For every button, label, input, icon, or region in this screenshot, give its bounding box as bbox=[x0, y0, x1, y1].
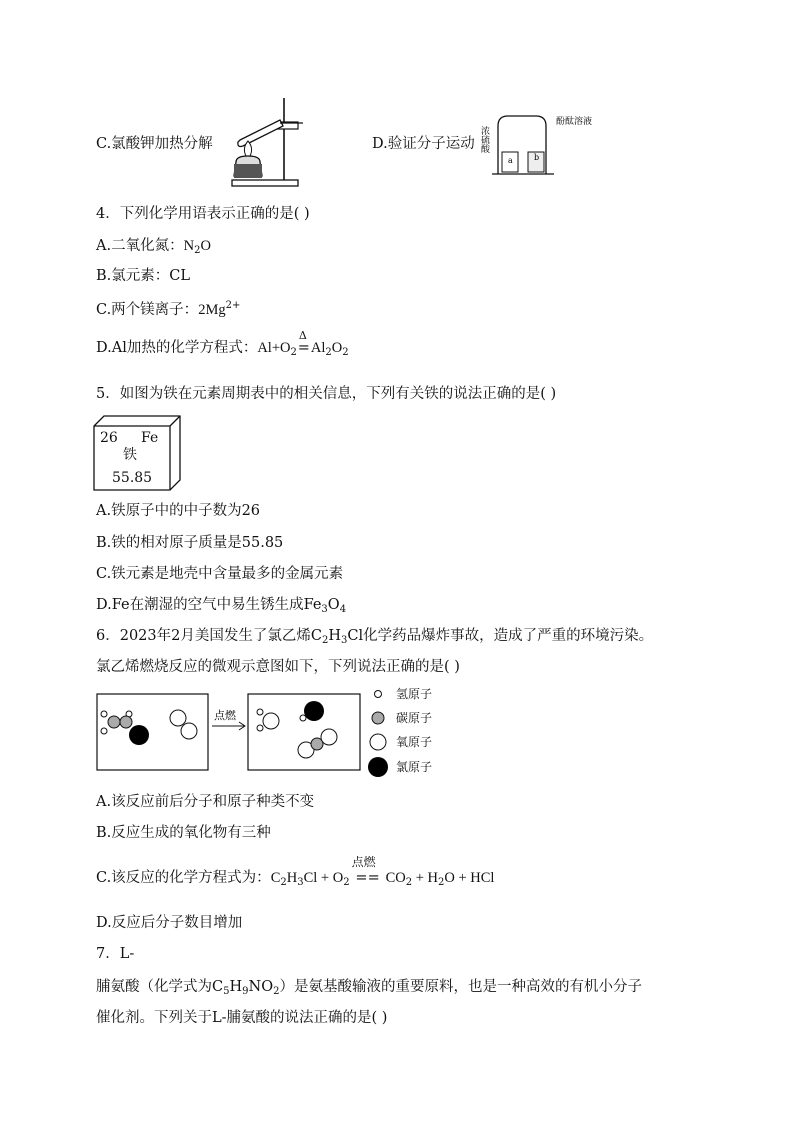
molecule-diffusion-figure bbox=[479, 110, 593, 176]
legend-cl-label: 氯原子 bbox=[396, 760, 433, 774]
q5-option-b: B.铁的相对原子质量是55.85 bbox=[96, 535, 284, 551]
q5-option-a: A.铁原子中的中子数为26 bbox=[96, 503, 261, 519]
atomic-mass: 55.85 bbox=[112, 470, 153, 486]
element-name: 铁 bbox=[123, 447, 137, 463]
q6-option-a: A.该反应前后分子和原子种类不变 bbox=[96, 794, 315, 810]
q6-stem-line2: 氯乙烯燃烧反应的微观示意图如下，下列说法正确的是( ) bbox=[96, 659, 460, 675]
q7-line1: 7．L- bbox=[96, 946, 135, 962]
cl-atom bbox=[129, 725, 149, 745]
ignite-condition: 点燃 bbox=[351, 855, 376, 869]
legend-o-icon bbox=[370, 734, 386, 750]
o-atom bbox=[321, 729, 337, 745]
q7-line2: 脯氨酸（化学式为$C_5H_9NO_2$）是氨基酸输液的重要原料，也是一种高效的有机小分子 bbox=[96, 979, 642, 997]
cl-atom bbox=[304, 701, 324, 721]
q7-line3: 催化剂。下列关于L-脯氨酸的说法正确的是( ) bbox=[96, 1010, 388, 1026]
q5-stem: 5．如图为铁在元素周期表中的相关信息，下列有关铁的说法正确的是( ) bbox=[96, 386, 557, 402]
q6-option-d: D.反应后分子数目增加 bbox=[96, 915, 243, 931]
beaker-a-label: a bbox=[508, 156, 513, 165]
atom-legend bbox=[366, 684, 392, 780]
legend-h-icon bbox=[375, 691, 382, 698]
q6-stem-line1: 6．2023年2月美国发生了氯乙烯$C_2H_3Cl$化学药品爆炸事故，造成了严重的环境污染。 bbox=[96, 628, 654, 646]
test-tube bbox=[238, 120, 283, 147]
reaction-micro-diagram bbox=[96, 686, 362, 774]
legend-h-label: 氢原子 bbox=[396, 687, 433, 701]
heat-condition: Δ bbox=[298, 329, 307, 342]
h-atom bbox=[101, 711, 107, 717]
heating-apparatus-figure bbox=[228, 96, 308, 190]
label-phenolphthalein: 酚酞溶液 bbox=[556, 117, 593, 127]
q4-option-a: A.二氧化氮：$N_2O$ bbox=[96, 238, 211, 256]
q6-option-b: B.反应生成的氧化物有三种 bbox=[96, 825, 271, 841]
stand-base bbox=[232, 180, 298, 186]
o-atom bbox=[170, 710, 186, 726]
q5-option-c: C.铁元素是地壳中含量最多的金属元素 bbox=[96, 566, 344, 582]
legend-c-icon bbox=[372, 712, 384, 724]
q6-option-c: C.该反应的化学方程式为：$C_2H_3Cl + O_2$ 点燃 == $CO_2 + H_2O$ + HCl bbox=[96, 868, 494, 893]
h-atom bbox=[101, 728, 107, 734]
h-atom bbox=[300, 715, 306, 721]
element-symbol: Fe bbox=[141, 430, 159, 446]
q4-stem: 4．下列化学用语表示正确的是( ) bbox=[96, 206, 310, 222]
reaction-arrow-label: 点燃 bbox=[214, 709, 236, 722]
lamp-block bbox=[234, 164, 262, 178]
q4-option-b: B.氯元素：CL bbox=[96, 268, 190, 284]
after-box bbox=[248, 694, 360, 770]
q3-option-c: C.氯酸钾加热分解 bbox=[96, 136, 213, 152]
legend-cl-icon bbox=[368, 757, 388, 777]
legend-c-label: 碳原子 bbox=[396, 711, 433, 725]
q3-option-d: D.验证分子运动 bbox=[372, 136, 475, 152]
o-atom bbox=[263, 713, 279, 729]
atomic-number: 26 bbox=[100, 430, 118, 446]
beaker-b-label: b bbox=[534, 153, 540, 162]
label-concentrated-acid: 浓硫酸 bbox=[479, 126, 489, 153]
o-atom bbox=[181, 723, 197, 739]
legend-o-label: 氧原子 bbox=[396, 735, 433, 749]
h-atom bbox=[257, 709, 263, 715]
c-atom bbox=[120, 716, 132, 728]
h-atom bbox=[257, 725, 263, 731]
q4-option-d: D.Al加热的化学方程式：$Al+O_2$ Δ $=Al_2O_2$ bbox=[96, 338, 349, 363]
q4-option-c: C.两个镁离子：$2Mg^{2+}$ bbox=[96, 300, 241, 318]
q5-option-d: D.Fe在潮湿的空气中易生锈生成$Fe_3O_4$ bbox=[96, 597, 347, 615]
c-atom bbox=[108, 716, 120, 728]
